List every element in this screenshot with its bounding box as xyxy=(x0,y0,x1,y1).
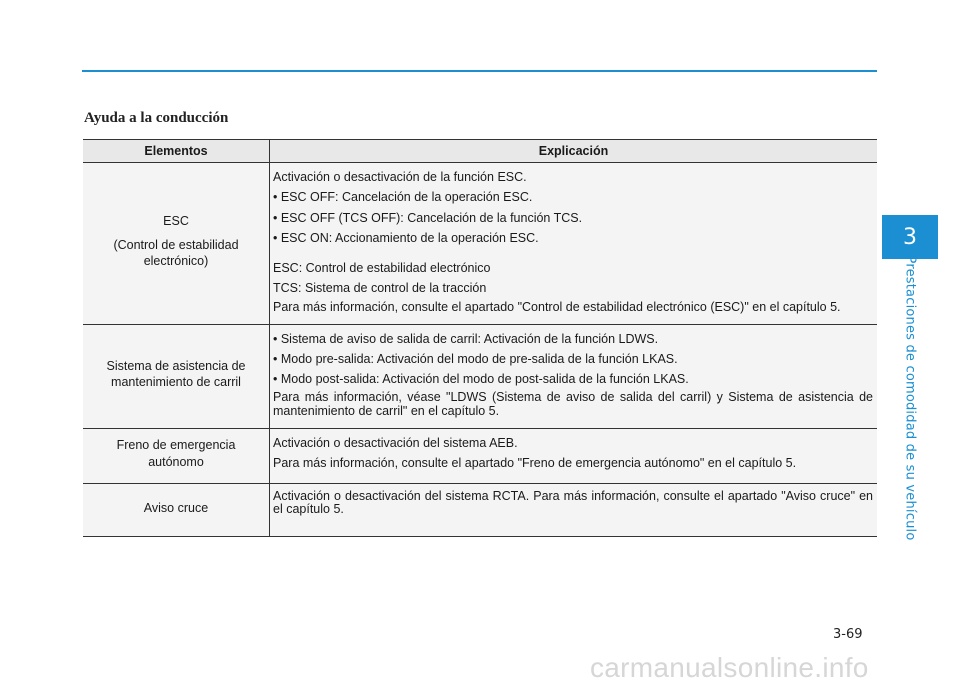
explanation-line: • ESC OFF: Cancelación de la operación ESC. xyxy=(273,190,533,205)
section-title: Ayuda a la conducción xyxy=(84,110,229,126)
element-text: Aviso cruce xyxy=(143,500,209,515)
explanation-cell-esc xyxy=(270,163,878,325)
explanation-cell-aeb xyxy=(270,428,878,483)
chapter-number: 3 xyxy=(903,224,917,250)
explanation-line: Activación o desactivación del sistema AEB. xyxy=(273,435,518,450)
explanation-line: Para más información, véase "LDWS (Sistema de aviso de salida del carril) y Sistema de asistencia de mantenimiento de carril" en el capítulo 5. xyxy=(273,390,873,418)
driving-assist-table xyxy=(83,139,877,537)
element-cell-lane-assist xyxy=(83,324,270,428)
element-text: Freno de emergencia autónomo xyxy=(116,438,236,469)
explanation-cell-rcta xyxy=(270,483,878,536)
explanation-line: • Sistema de aviso de salida de carril: Activación de la función LDWS. xyxy=(273,331,659,346)
chapter-title-vertical: Prestaciones de comodidad de su vehículo xyxy=(902,255,918,541)
header-elementos: Elementos xyxy=(83,140,270,163)
element-text: Sistema de asistencia de mantenimiento de carril xyxy=(106,358,246,390)
explanation-cell-lane-assist xyxy=(270,324,878,428)
table-row-aeb xyxy=(83,428,877,483)
element-text: ESC xyxy=(163,213,189,228)
explanation-line: • Modo pre-salida: Activación del modo de pre-salida de la función LKAS. xyxy=(273,351,678,366)
explanation-line: TCS: Sistema de control de la tracción xyxy=(273,281,487,296)
header-explicacion: Explicación xyxy=(270,140,878,163)
page-number: 3-69 xyxy=(833,627,863,642)
element-text: (Control de estabilidad electrónico) xyxy=(113,238,239,269)
element-cell-esc xyxy=(83,163,270,325)
chapter-number-tab xyxy=(882,215,938,259)
table-header-row xyxy=(83,140,877,163)
explanation-line: Para más información, consulte el apartado "Freno de emergencia autónomo" en el capítulo 5. xyxy=(273,455,797,470)
explanation-line: ESC: Control de estabilidad electrónico xyxy=(273,261,491,275)
table-row-rcta xyxy=(83,483,877,536)
explanation-line: Activación o desactivación de la función ESC. xyxy=(273,170,527,184)
table-row-esc xyxy=(83,163,877,325)
element-cell-rcta xyxy=(83,483,270,536)
explanation-line: • Modo post-salida: Activación del modo de post-salida de la función LKAS. xyxy=(273,372,689,387)
table-row-lane-assist xyxy=(83,324,877,428)
explanation-line: • ESC ON: Accionamiento de la operación ESC. xyxy=(273,230,539,245)
explanation-line: • ESC OFF (TCS OFF): Cancelación de la función TCS. xyxy=(273,210,583,225)
element-cell-aeb xyxy=(83,428,270,483)
watermark: carmanualsonline.info xyxy=(590,652,869,683)
explanation-line: Para más información, consulte el apartado "Control de estabilidad electrónico (ESC)" en el capítulo 5. xyxy=(273,299,841,314)
header-rule xyxy=(82,70,877,72)
explanation-line: Activación o desactivación del sistema RCTA. Para más información, consulte el apartado "Aviso cruce" en el capítulo 5. xyxy=(273,488,873,516)
